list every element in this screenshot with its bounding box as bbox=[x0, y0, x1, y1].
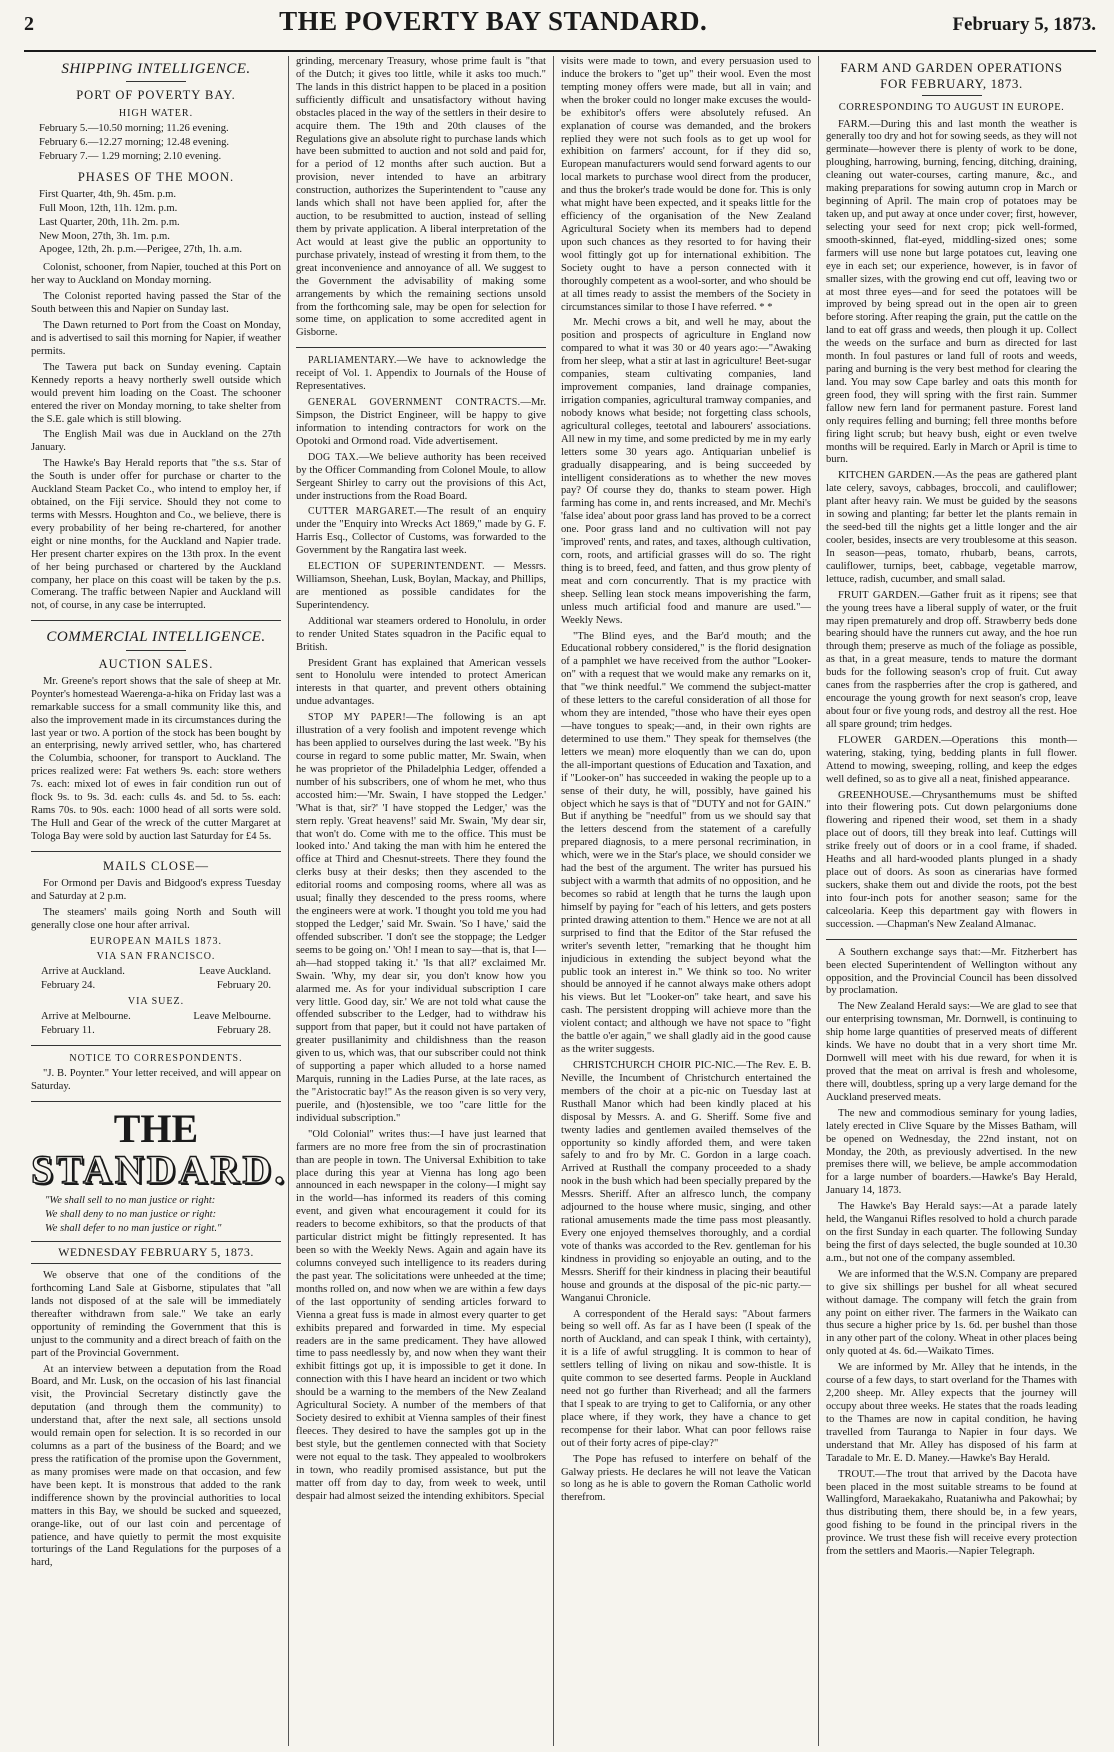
news-item: GENERAL GOVERNMENT CONTRACTS.—Mr. Simpson, the District Engineer, will be happy to give information to intending contractors for work on the Opotoki and Ormond road. Vide advertisement. bbox=[296, 397, 546, 447]
column-3 bbox=[554, 56, 819, 1746]
mails-heading: MAILS CLOSE— bbox=[102, 858, 210, 873]
moon-phase: First Quarter, 4th, 9h. 45m. p.m. bbox=[39, 188, 176, 200]
editorial-dateline: WEDNESDAY FEBRUARY 5, 1873. bbox=[31, 1241, 281, 1264]
farm-paragraph: KITCHEN GARDEN.—As the peas are gathered plant late celery, savoys, cabbages, broccoli, and cauliflower; plant after heavy rain. We must be guided by the seasons in sowing and planting; far better let the plants remain in the seed-bed till the nights get a little longer and the air cooler, besides, insects are very troublesome at this season. In season—peas, tomato, rhubarb, beans, carrots, cauliflower, turnips, beet, cabbage, vegetable marrow, lettuce, radish, cucumber, and small salad. bbox=[826, 470, 1077, 585]
shipping-paragraph: The Dawn returned to Port from the Coast on Monday, and is advertised to sail this morning for Napier, if weather permits. bbox=[31, 320, 281, 357]
article-paragraph: CHRISTCHURCH CHOIR PIC-NIC.—The Rev. E. B. Neville, the Incumbent of Christchurch entertained the members of the choir at a pic-nic on Tuesday last at Rusthall Manor which had been kindly placed at his disposal by Messrs. A. and G. Sheriff. Some five and twenty ladies and gentlemen availed themselves of the opportunity so kindly afforded them, and were taken safely to and fro by Mr. C. Gordon in a large coach. Arrived at Rusthall the company proceeded to a shady nook in the bush which had been specially prepared by the Messrs. Sheriff. After an alfresco lunch, the company adjourned to the house where music, singing, and other rational amusements made the time pass most pleasantly. Every one enjoyed themselves thoroughly, and a cordial vote of thanks was accorded to the Rev. gentleman for his kindness in providing so enjoyable an outing, and to the Messrs. Sheriff for their kindness in placing their beautiful house and grounds at the disposal of the pic-nic party.—Wanganui Chronicle. bbox=[561, 1059, 811, 1304]
mail-schedule-labels: Arrive at Melbourne. Leave Melbourne. bbox=[41, 1011, 271, 1023]
mail-schedule-dates: February 11. February 28. bbox=[41, 1025, 271, 1037]
logo-standard: STANDARD. bbox=[31, 1147, 288, 1193]
newspaper-title: THE POVERTY BAY STANDARD. bbox=[279, 6, 708, 36]
article-paragraph: Mr. Mechi crows a bit, and well he may, about the position and prospects of agriculture in England now compared to what it was 30 or 40 years ago:—"Awaking from her sleep, what a stir at last in agriculture! Beet-sugar companies, steam cultivating companies, land improvement companies, land drainage companies, irrigation companies, agricultural tramway companies, and nobody knows what beside; not forgetting class schools, agricultural colleges, teetotal and labourers' associations. All new in my time, and some predicted by me in my early letters some 30 years ago. Antiquarian unbelief is gradually disappearing, and is being succeeded by intelligent considerations as to whether the new moves pay? Of course they do, thanks to steam power. High farming has come in, and rents increased, and Mr. Mechi's 'false idea' about poor grass land has proved to be a correct one. Poor grass land and no cultivation will not pay 'improved' rents, and rates, and taxes, although cultivation, corn, roots, and artificial grasses will do so. The right thing is to breed, feed, and fatten, and thus grow plenty of meat and corn concurrently. That is my practice with sheep. Selling lean stock means impoverishing the farm, unless much artificial food and manure are used."—Weekly News. bbox=[561, 317, 811, 626]
editorial-paragraph: At an interview between a deputation from the Road Board, and Mr. Lusk, on the occasion of his last financial visit, the Provincial Secretary distinctly gave the deputation (and through them the community) to understand that, after the next sale, all sections unsold would remain open for selection. It is so recorded in our columns as a part of the business of the Board; and we press the ratification of the promise upon the Government, as many promises were made on that occasion, and few have been kept. It is monstrous that added to the rank indifference shown by the provincial authorities to local matters in this Bay, we should be sucked and squeezed, orange-like, out of our last coin and percentage of patience, and have quietly to permit the most exquisite torturings of the Land Regulations for the purposes of a hard, bbox=[31, 1363, 281, 1569]
shipping-paragraph: The English Mail was due in Auckland on the 27th January. bbox=[31, 429, 281, 454]
mail-schedule-labels: Arrive at Auckland. Leave Auckland. bbox=[41, 966, 271, 978]
column-1 bbox=[24, 56, 289, 1746]
column-4 bbox=[819, 56, 1084, 1746]
auction-paragraph: Mr. Greene's report shows that the sale of sheep at Mr. Poynter's homestead Waerenga-a-hika on Friday last was a remarkable success for a small community like this, and also the improvement made in its circumstances during the last year or two. A portion of the stock has been bought by an enterprising, newly arrived settler, who, has chartered the Columbia, schooner, for transport to Auckland. The prices realized were: Fat wethers 9s. each: store wethers 7s. each: mixed lot of ewes in fair condition run out of flock 9s. to 9s. 3d. each: culls 4s. and 5d. to 5s. each: Rams 70s. to 90s. each: 1000 head of all sorts were sold. The Hull and Gear of the wreck of the cutter Margaret at Tologa Bay were sold by auction last Saturday for £4 5s. bbox=[31, 675, 281, 842]
moon-phase: New Moon, 27th, 3h. 1m. p.m. bbox=[39, 230, 170, 242]
moon-heading: PHASES OF THE MOON. bbox=[77, 169, 235, 184]
news-item: President Grant has explained that American vessels sent to Honolulu were intended to protect American interests in that quarter, and prevent others obtaining undue advantages. bbox=[296, 657, 546, 708]
european-mails-heading: EUROPEAN MAILS 1873. bbox=[90, 935, 222, 947]
farm-paragraph: FLOWER GARDEN.—Operations this month—watering, staking, tying, bedding plants in full flower. Attend to mowing, sweeping, rolling, and keep the edges well defined, so as to give all a neat, finished appearance. bbox=[826, 734, 1077, 785]
article-paragraph: "The Blind eyes, and the Bar'd mouth; and the Educational robbery considered," is the florid designation of a pamphlet we have received from the author "Looker-on" with a request that we would make any remarks on it, that "we think needful." We commend the subject-matter of these letters to the careful consideration of all those for whom they are intended, "those who have their eyes open—have tongues to speak;—and, in their own rights are determined to use them." They speak for themselves (the letters we mean) more eloquently than we can do, upon the all-important questions of Education and Taxation, and if "Looker-on" has succeeded in waking the people up to a sense of their duty, he will, possibly, have gained his object which he says is that of "DUTY and not for GAIN." But if anything be "needful" from us we should say that the letters descend from the statement of a carefully prepared diagnosis, to a mere personal recrimination, in which, were we in the Star's place, we should consider we had the best of the argument. The writer has pursued his subject with a warmth that admits of no opposition, and he becomes so rabid at length that he turns the laugh upon himself by paying for "each of his letters, and gets posters printed drawing attention to them." Hence we are not at all surprised to find that the Editor of the Star refused the writer's seventh letter, "remarking that he thought him injudicious in extending the subject beyond what the public took an interest in." We think so too. No writer should be annoyed if he cannot always make others adopt his views. But let "Looker-on" take heart, and save his cash. The persistent dropping will achieve more than the violent contact; and although we have not space to "fight the battle o'er again," we shall gladly aid in the good cause as the writer suggests. bbox=[561, 630, 811, 1056]
page-number: 2 bbox=[24, 13, 34, 35]
farm-paragraph: GREENHOUSE.—Chrysanthemums must be shifted into their flowering pots. Cut down pelargoniums done flowering and ripened their wood, set them in a shady place out of doors, till they break into leaf. Cuttings will strike freely out of doors or in a cool frame, if shaded. Heaths and all hard-wooded plants plunged in a shady place out of doors. As soon as cinerarias have formed suckers, shake them out and divide the roots, pot the best into four-inch pots for another season; same for the calceolaria. Keep this department gay with flowers in succession. —Chapman's New Zealand Almanac. bbox=[826, 789, 1077, 930]
news-paragraph: TROUT.—The trout that arrived by the Dacota have been placed in the most suitable streams to be found at Wallingford, Maraekakaho, Ruataniwha and Pakowhai; by thus distributing them, there should be, in a few years, good fishing to be found in the principal rivers in the province. We trust these fish will receive every protection from the settlers and Maoris.—Napier Telegraph. bbox=[826, 1468, 1077, 1558]
high-water-heading: HIGH WATER. bbox=[118, 107, 194, 119]
news-item: "Old Colonial" writes thus:—I have just learned that farmers are no more free from the sin of procrastination than are people in town. The Universal Exhibition to take place during this year at Vienna has long ago been announced in each newspaper in the colony—I might say in the world—has informed its readers of this coming event, and given what encouragement it could for its readers to become exhibitors, so that the products of that particular district might be fittingly represented. It has been so with the Weekly News. Again and again have its columns conveyed such intelligence to its readers during the past year. The solicitations were unheeded at the time; months rolled on, and now when we are within a few days of the last opportunity of sending articles forward to Vienna a great fuss is made in almost every quarter to get exhibits prepared and forwarded in time. My especial readers are in the same predicament. They have allowed time to pass needlessly by, and now when they want their exhibit fittings got up, it is impossible to get it done. In connection with this I have heard an incident or two which should be a warning to the members of the New Zealand Agricultural Society. A number of the members of that Society desired to exhibit at Vienna samples of their finest fleeces. They desired to have the samples got up in the best style, but the gentlemen connected with that Society were not equal to the task. They appealed to woolbrokers in town, who readily promised assistance, but put the matter off from day to day, from week to week, until despair had almost seized the intending exhibitors. Special bbox=[296, 1128, 546, 1502]
logo-the: THE bbox=[113, 1106, 199, 1152]
article-paragraph: The Pope has refused to interfere on behalf of the Galway priests. He declares he will not leave the Vatican so long as he is able to govern the Roman Catholic world therefrom. bbox=[561, 1453, 811, 1504]
news-item: ELECTION OF SUPERINTENDENT. — Messrs. Williamson, Sheehan, Lusk, Boylan, Mackay, and Phillips, are mentioned as possible candidates for the Superintendency. bbox=[296, 561, 547, 611]
shipping-heading: SHIPPING INTELLIGENCE. bbox=[61, 61, 251, 77]
motto: "We shall sell to no man justice or right: We shall deny to no man justice or right: We shall defer to no man justice or right." bbox=[45, 1195, 222, 1234]
tide-entry: February 6.—12.27 morning; 12.48 evening. bbox=[39, 136, 230, 148]
masthead bbox=[24, 6, 1096, 52]
article-paragraph: visits were made to town, and every persuasion used to induce the brokers to "get up" their wool. Even the most tempting money offers were made, but all in vain; and when the broker could no longer make excuses the would-be exhibitor's offers were absolutely refused. An explanation of course was demanded, and the brokers replied they were not such fools as to get up wool for exhibition on farmers' account, for if they did so, European manufacturers would send forward agents to our local markets to purchase wool direct from the producer, and thus the broker's trade would be done for. This is only what might have been expected, and it speaks little for the efficiency of the organisation of the New Zealand Agricultural Society when its members had to depend upon such chances as they resorted to for having their wool fittingly got up for international exhibition. The Society ought to have a person connected with it thoroughly competent as a wool-sorter, and who should be at all times ready to assist the members of the Society in circumstances similar to those I have referred. * * bbox=[561, 56, 811, 313]
news-paragraph: The new and commodious seminary for young ladies, lately erected in Clive Square by the Misses Batham, will be opened on Wednesday, the 22nd instant, not on Monday, the 20th, as previously advertised. In the new premises there will, we believe, be ample accommodation for a large number of boarders.—Hawke's Bay Herald, January 14, 1873. bbox=[826, 1107, 1077, 1197]
shipping-paragraph: The Tawera put back on Sunday evening. Captain Kennedy reports a heavy northerly swell outside which would prevent him loading on the Coast. The schooner entered the river on Monday morning, to take shelter from the S.E. gale which is still blowing. bbox=[31, 361, 281, 425]
commercial-heading: COMMERCIAL INTELLIGENCE. bbox=[46, 629, 266, 646]
editorial-paragraph: We observe that one of the conditions of the forthcoming Land Sale at Gisborne, stipulates that "all lands not disposed of at the sale will be immediately thereafter withdrawn from sale." We take an early opportunity of reminding the Government that this is unjust to the community and a direct breach of faith on the part of the Provincial Government. bbox=[31, 1270, 281, 1359]
via-san-francisco: VIA SAN FRANCISCO. bbox=[96, 950, 216, 962]
news-paragraph: The Hawke's Bay Herald says:—At a parade lately held, the Wanganui Rifles resolved to hold a church parade on the first Sunday in each quarter. The following Sunday being the first of days selected, the bugle sounded at 10.30 a.m., but not one of the company assembled. bbox=[826, 1201, 1077, 1264]
news-item: Additional war steamers ordered to Honolulu, in order to render United States squadron in the Pacific equal to British. bbox=[296, 615, 546, 653]
farm-garden-subheading: CORRESPONDING TO AUGUST IN EUROPE. bbox=[838, 101, 1065, 113]
standard-logo bbox=[31, 1106, 288, 1193]
news-item: PARLIAMENTARY.—We have to acknowledge the receipt of Vol. 1. Appendix to Journals of the House of Representatives. bbox=[296, 355, 546, 393]
column-2 bbox=[289, 56, 554, 1746]
news-paragraph: We are informed by Mr. Alley that he intends, in the course of a few days, to start overland for the Thames with 2,200 sheep. Mr. Alley expects that the journey will occupy about three weeks. He states that the roads leading to the Thames are now in capital condition, he having travelled from Tauranga to Napier in four days. We understand that Mr. Alley has disposed of his farm at Taradale to Mr. E. D. Maney.—Hawke's Bay Herald. bbox=[826, 1362, 1077, 1464]
shipping-paragraph: The Hawke's Bay Herald reports that "the s.s. Star of the South is under offer for purchase or charter to the Auckland Steam Packet Co., who intend to employ her, if obtained, on the Fiji service. Should they not come to terms with Messrs. Houghton and Co., we believe, there is every probability of her being re-chartered, for another eight or nine months, for the Auckland and Napier trade. Her present charter expires on the 13th prox. In the event of her being purchased or chartered by the Auckland company, her place on this coast will be taken by the p.s. Comerang. The traffic between Napier and Auckland will not, of course, in any case be interrupted. bbox=[31, 458, 281, 612]
tide-list bbox=[31, 123, 281, 164]
moon-phase-list bbox=[31, 189, 281, 258]
notice-text: "J. B. Poynter." Your letter received, and will appear on Saturday. bbox=[31, 1068, 281, 1093]
shipping-paragraph: The Colonist reported having passed the Star of the South between this and Napier on Sunday last. bbox=[31, 291, 281, 316]
shipping-paragraph: Colonist, schooner, from Napier, touched at this Port on her way to Auckland on Monday morning. bbox=[31, 262, 281, 287]
editorial-paragraph: grinding, mercenary Treasury, whose prime fault is "that of the Dutch; it gives too little, while it asks too much." The lands in this district happen to be placed in a position sufficiently difficult and unsatisfactory without having obstacles placed in the way of the settlers in their desire to acquire them. The 19th and 20th clauses of the Regulations give an absolute right to purchase lands which have been submitted to auction and not sold and paid for, for a period of 12 months after such auction. But a provision, never intended to have an arbitrary construction, authorizes the Superintendent to "cause any lands which shall not have been applied for, after the auction, to be resubmitted to auction, instead of selling them by private application. A liberal interpretation of the Act would at least give the public an opportunity to purchase privately, instead of wresting it from them, to the great inconvenience and annoyance of all. We suggest to the Government the advisability of making some arrangements by which the remaining sections unsold from the forthcoming sale, may be open for selection for some time, on application to some accredited agent in Gisborne. bbox=[296, 56, 546, 339]
farm-garden-heading: FARM AND GARDEN OPERATIONS FOR FEBRUARY, 1873. bbox=[840, 60, 1063, 91]
notice-heading: NOTICE TO CORRESPONDENTS. bbox=[69, 1053, 243, 1065]
via-suez: VIA SUEZ. bbox=[127, 996, 185, 1008]
news-item: CUTTER MARGARET.—The result of an enquiry under the "Enquiry into Wrecks Act 1869," made by G. F. Harris Esq., Collector of Customs, was forwarded to the Government by the Rangatira last week. bbox=[296, 506, 546, 557]
moon-phase: Apogee, 12th, 2h. p.m.—Perigee, 27th, 1h. a.m. bbox=[39, 244, 243, 256]
article-paragraph: A correspondent of the Herald says: "About farmers being so well off. As far as I have been (I speak of the north of Auckland, and can speak I think, with certainty), it is a life of awful struggling. It is common to hear of settlers telling of living on nikau and sow-thistle. It is quite common to see deserted farms. People in Auckland need not go further than Riverhead; and all the farmers that I speak to are trying to get to California, or any other place where, if they work, they have a chance to get recompense for their labor. What can poor fellows raise out of their forty acres of pipe-clay?" bbox=[561, 1308, 811, 1449]
port-heading: PORT OF POVERTY BAY. bbox=[76, 88, 236, 103]
tide-entry: February 7.— 1.29 morning; 2.10 evening. bbox=[39, 150, 222, 162]
tide-entry: February 5.—10.50 morning; 11.26 evening. bbox=[39, 122, 229, 134]
moon-phase: Full Moon, 12th, 11h. 12m. p.m. bbox=[39, 202, 178, 214]
mail-schedule-dates: February 24. February 20. bbox=[41, 980, 271, 992]
auction-heading: AUCTION SALES. bbox=[98, 656, 214, 671]
news-item: DOG TAX.—We believe authority has been received by the Officer Commanding from Colonel Moule, to allow Sergeant Shirley to carry out the provisions of this Act, under instructions from the Road Board. bbox=[296, 451, 546, 502]
mails-paragraph: For Ormond per Davis and Bidgood's express Tuesday and Saturday at 2 p.m. bbox=[31, 878, 281, 903]
news-paragraph: The New Zealand Herald says:—We are glad to see that our enterprising townsman, Mr. Dornwell, is continuing to ship home large quantities of preserved meats of different kinds. We have no doubt that in a very short time Mr. Dornwell will meet with his due reward, for when it is proved that the meat on arrival is fresh and wholesome, there will, doubtless, spring up a very large demand for the Auckland preserved meats. bbox=[826, 1001, 1077, 1103]
news-paragraph: A Southern exchange says that:—Mr. Fitzherbert has been elected Superintendent of Wellington without any opposition, and the Provincial Council has been dissolved by proclamation. bbox=[826, 946, 1077, 997]
farm-paragraph: FARM.—During this and last month the weather is generally too dry and hot for sowing seeds, as they will not germinate—however there is plenty of work to be done, ploughing, harrowing, burning, fencing, ditching, draining, cleaning out water-courses, carting manure, &c., and making preparations for sowing autumn crop in March or beginning of April. The main crop of potatoes may be taken up, and put away at once under cover; first, however, selecting your seed for next crop; pick well-formed, smooth-skinned, flat-eyed, middling-sized ones; some farmers will use none but large potatoes cut, leaving one eye in each set; our experience, however, is in favor of smaller sizes, with the growing end cut off, leaving two or at most three eyes—and for seed the potatoes will be improved by being spread out in the open air to green before storing. After reaping the grain, put the cattle on the land to eat off grass and weeds, then plough it up. Collect the weeds on the surface and burn as directed for last month. In foul pastures or land full of roots and weeds, paring and burning is the very best method for clearing the land. You may sow Cape barley and oats this month for green food, they will spring with the first rain. Summer fallow new fern land for permanent pasture. Forest land only requires felling and burning; fell three months before firing light scrub; but heavy bush, eight or even twelve months will be required. Early in March or April is time to burn. bbox=[826, 118, 1077, 466]
issue-date: February 5, 1873. bbox=[952, 14, 1096, 35]
news-item: STOP MY PAPER!—The following is an apt illustration of a very foolish and impotent revenge which has been applied to ourselves during the last week. "By his course in regard to some public matter, Mr. Swain, when he was proprietor of the Philadelphia Ledger, offended a number of his subscribers, one of whom he met, who thus accosted him:—'Mr. Swain, I have stopped the Ledger.' 'What is that, sir?' 'I have stopped the Ledger,' was the stern reply. 'Great heavens!' said Mr. Swain, 'My dear sir, that won't do. Come with me to the office. This must be looked into.' And taking the man with him he entered the office at Third and Chesnut-streets. There they found the clerks busy at their desks; then they ascended to the editorial rooms and composing rooms, where all was as usual; finally they descended to the press rooms, where the engineers were at work. 'I thought you told me you had stopped the Ledger,' said Mr. Swain. 'So I have,' said the offended subscriber. 'I don't see the stoppage; the Ledger seems to be going on.' 'Oh! I mean to say—that is, that I—ah—had stopped taking it.' 'Is that all?' exclaimed Mr. Swain. 'Why, my dear sir, you don't know how you alarmed me. As for your individual subscription I care very little. Good day, sir.' We are not told what cause the offended subscriber to the Ledger, had to withdraw his support from that paper, but it could not have partaken of greater pusillanimity and childishness than the reason given to us, which was, that our subscriber could not think of supporting a paper which alluded to a horse named Marquis, running in the Ladies Purse, at the late races, as the "Aristocratic bay!" As the reason given is so very very, puerile, and (h)ostensible, we too "care little for the individual subscription." bbox=[296, 712, 546, 1124]
moon-phase: Last Quarter, 20th, 11h. 2m. p.m. bbox=[39, 216, 180, 228]
news-paragraph: We are informed that the W.S.N. Company are prepared to give six shillings per bushel for all wheat secured without damage. The company will fetch the grain from any point on either river. The farmers in the Waikato can thus secure a higher price by 1s. 6d. per bushel than those in any other part of the colony. Wheat in other places being only quoted at 4s. 6d.—Waikato Times. bbox=[826, 1268, 1077, 1358]
mails-paragraph: The steamers' mails going North and South will generally close one hour after arrival. bbox=[31, 906, 281, 931]
farm-paragraph: FRUIT GARDEN.—Gather fruit as it ripens; see that the young trees have a liberal supply of water, or the fruit may ripen prematurely and drop off. Strawberry beds done bearing should have the runners cut away, and the hoe run through them; preserve as much of the foliage as possible, as that, in a great measure, tends to mature the dormant buds for the following season's crop of fruit. Cut away canes from the raspberries after the crop is gathered, and encourage the young growth for next season's crop, leave about four or five young rods, and destroy all the rest. Hoe all spare ground; trim hedges. bbox=[826, 589, 1077, 730]
